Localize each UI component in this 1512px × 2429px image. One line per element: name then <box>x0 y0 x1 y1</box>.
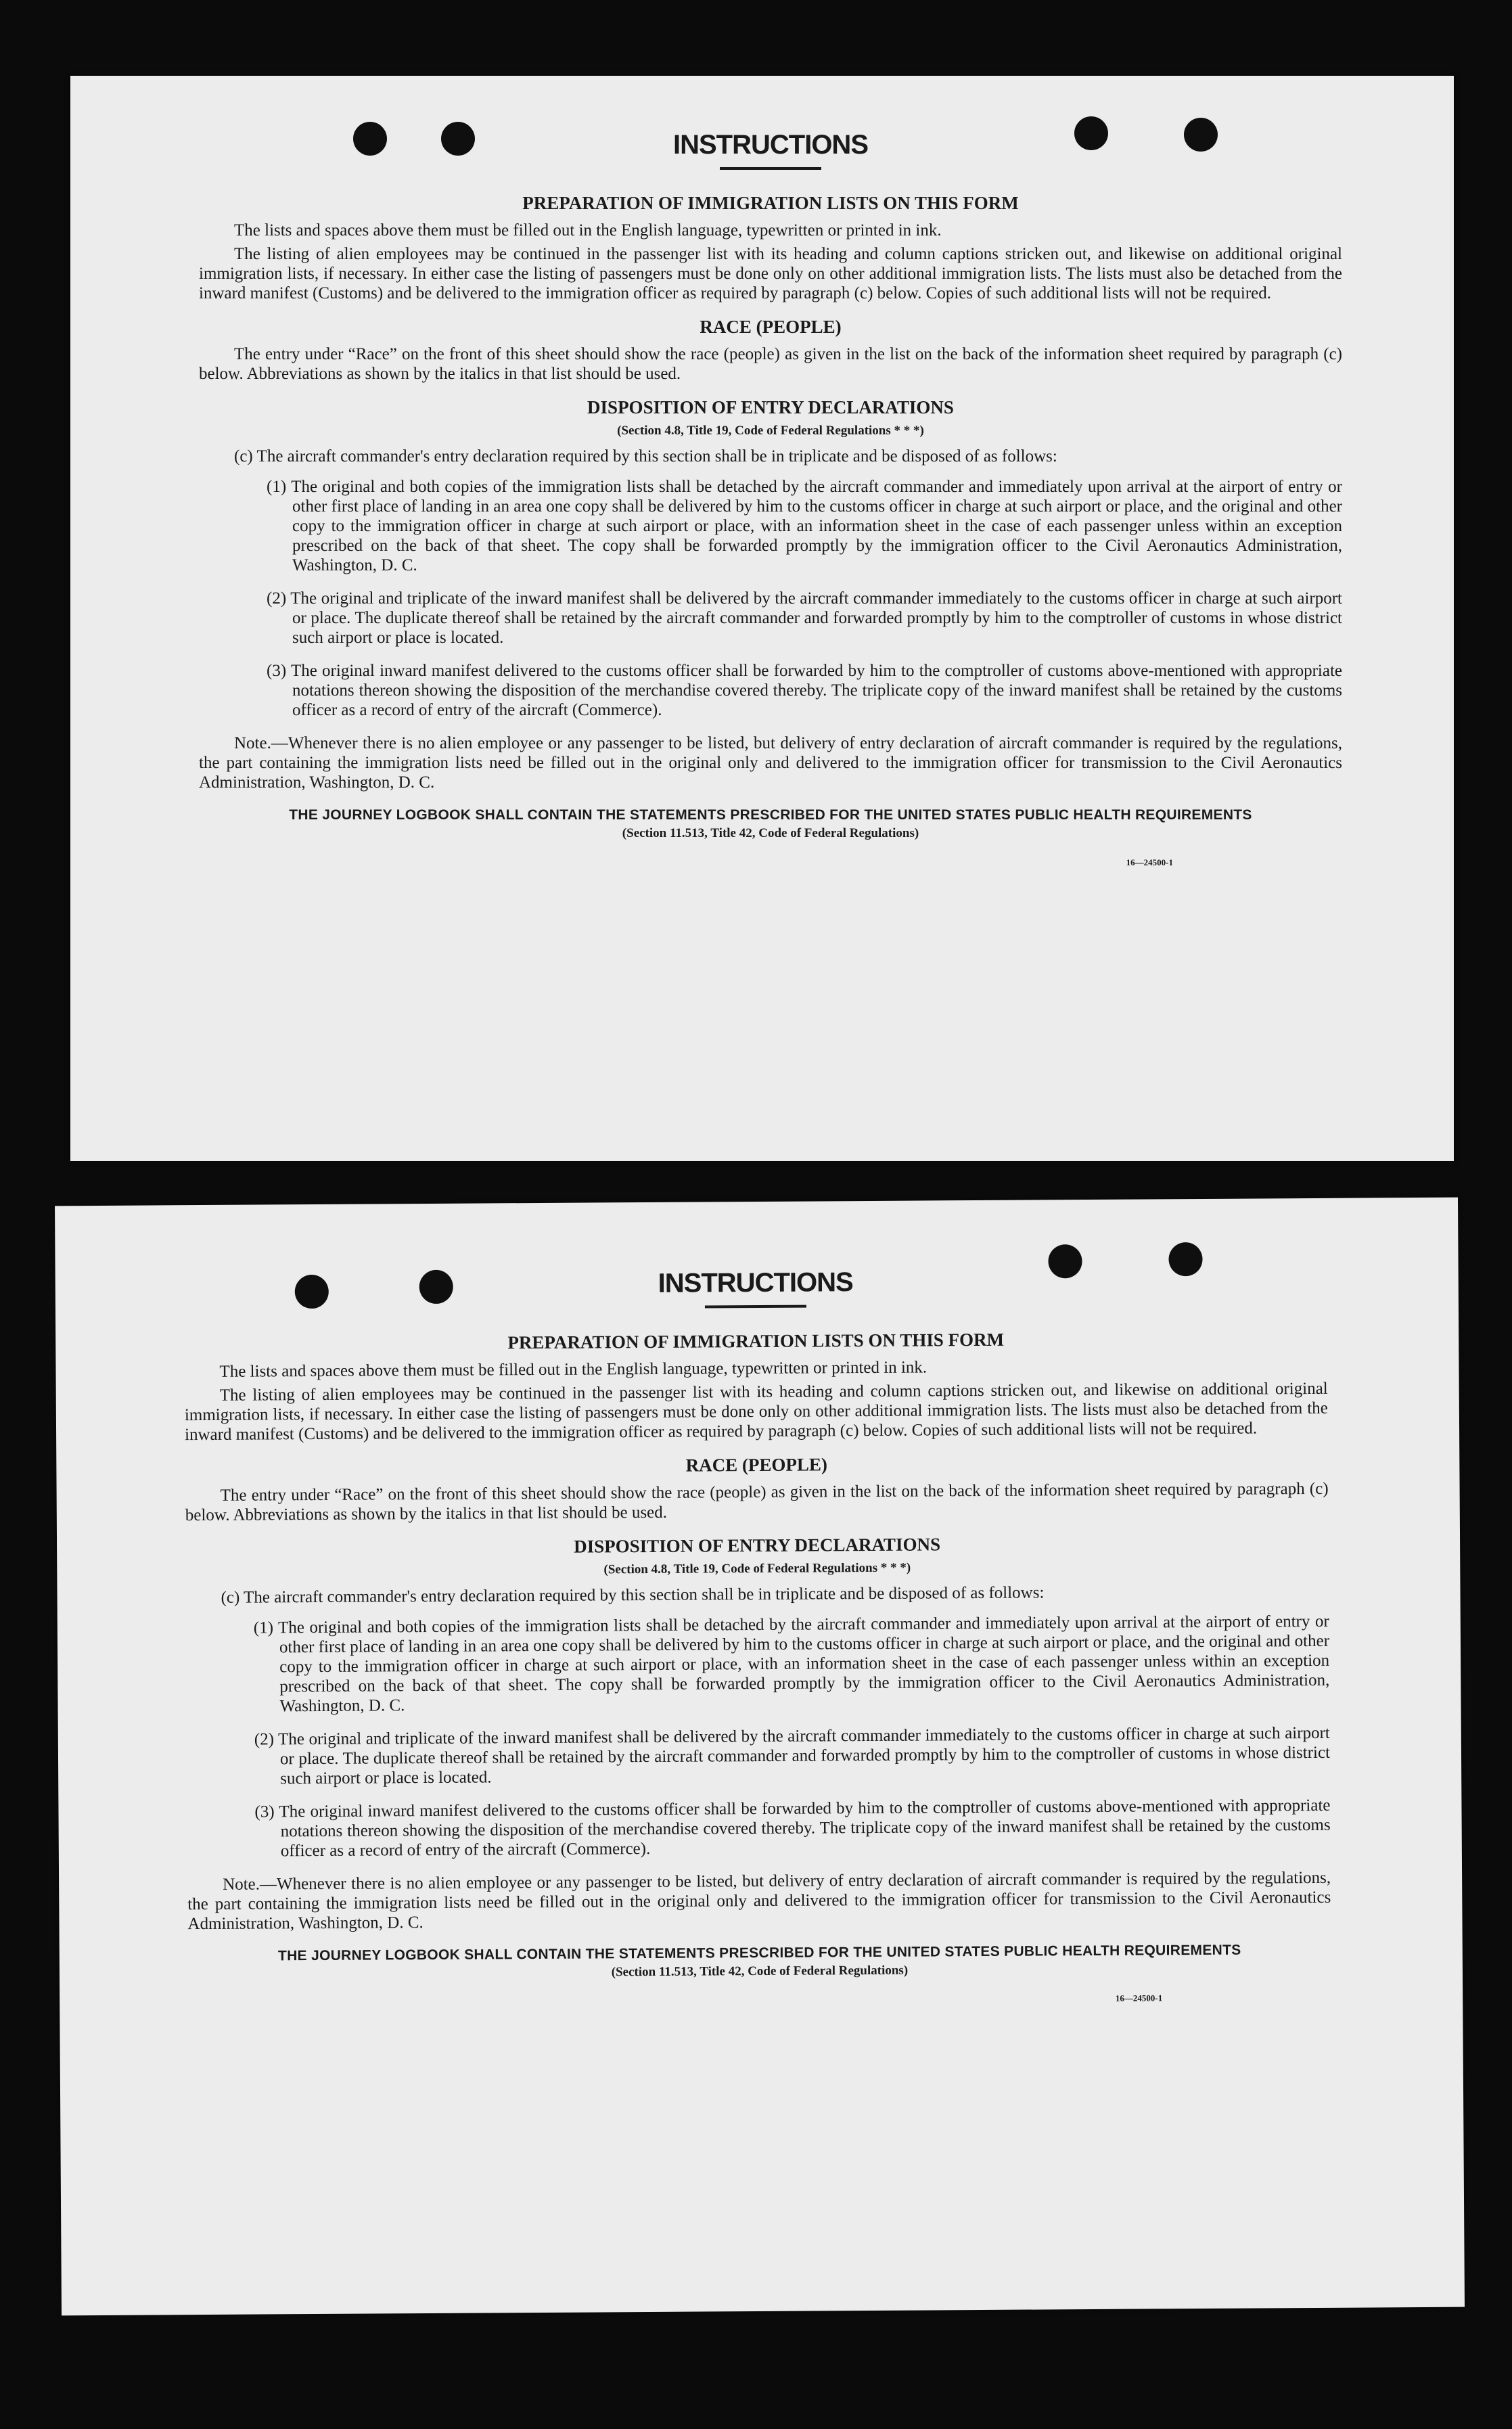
note-paragraph: Note.—Whenever there is no alien employee or any passenger to be listed, but delivery of entry declaration of aircraft commander is required by the regulations, the part containing the immigration lists need be filled out in the original only and delivered to the immigration officer for transmission to the Civil Aeronautics Administration, Washington, D. C. <box>199 734 1342 792</box>
sheet-content <box>199 130 1342 868</box>
form-number: 16—24500-1 <box>1115 1993 1163 2003</box>
disposition-item-2: (2) The original and triplicate of the inward manifest shall be delivered by the aircraft commander immediately to the customs officer in charge at such airport or place. The duplicate thereof shall be retained by the aircraft commander and forwarded promptly by him to the comptroller of customs in whose district such airport or place is located. <box>254 1723 1331 1788</box>
instruction-sheet-2 <box>55 1198 1465 2316</box>
form-number: 16—24500-1 <box>1126 857 1173 867</box>
disposition-paragraph: (c) The aircraft commander's entry declaration required by this section shall be in triplicate and be disposed of as follows: <box>234 447 1057 466</box>
race-heading: RACE (PEOPLE) <box>685 1454 828 1476</box>
race-heading: RACE (PEOPLE) <box>700 317 842 337</box>
note-paragraph: Note.—Whenever there is no alien employee or any passenger to be listed, but delivery of entry declaration of aircraft commander is required by the regulations, the part containing the immigration lists need be filled out in the original only and delivered to the immigration officer for transmission to the Civil Aeronautics Administration, Washington, D. C. <box>187 1868 1331 1934</box>
disposition-paragraph: (c) The aircraft commander's entry declaration required by this section shall be in triplicate and be disposed of as follows: <box>221 1583 1045 1607</box>
page-title: INSTRUCTIONS <box>673 130 868 160</box>
race-paragraph: The entry under “Race” on the front of this sheet should show the race (people) as given in the list on the back of the information sheet required by paragraph (c) below. Abbreviations as shown by the italics in that list should be used. <box>199 345 1342 383</box>
instruction-sheet-1 <box>70 76 1454 1161</box>
preparation-heading: PREPARATION OF IMMIGRATION LISTS ON THIS FORM <box>507 1329 1005 1353</box>
disposition-item-1: (1) The original and both copies of the immigration lists shall be detached by the aircraft commander and immediately upon arrival at the airport of entry or other first place of landing in an area one copy shall be delivered by him to the customs officer in charge at such airport or place, and the original and other copy to the immigration officer in charge at such airport or place, with an information sheet in the case of each passenger unless within an exception prescribed on the back of that sheet. The copy shall be forwarded promptly by the immigration officer to the Civil Aeronautics Administration, Washington, D. C. <box>267 478 1342 574</box>
journey-logbook-citation: (Section 11.513, Title 42, Code of Federal Regulations) <box>622 826 919 840</box>
disposition-item-3: (3) The original inward manifest delivered to the customs officer shall be forwarded by him to the comptroller of customs above-mentioned with appropriate notations thereon showing the disposition of the merchandise covered thereby. The triplicate copy of the inward manifest shall be retained by the customs officer as a record of entry of the aircraft (Commerce). <box>254 1796 1331 1861</box>
title-rule <box>705 1305 806 1309</box>
preparation-heading: PREPARATION OF IMMIGRATION LISTS ON THIS FORM <box>522 193 1019 213</box>
disposition-item-1: (1) The original and both copies of the immigration lists shall be detached by the aircraft commander and immediately upon arrival at the airport of entry or other first place of landing in an area one copy shall be delivered by him to the customs officer in charge at such airport or place, and the original and other copy to the immigration officer in charge at such airport or place, with an information sheet in the case of each passenger unless within an exception prescribed on the back of that sheet. The copy shall be forwarded promptly by the immigration officer to the Civil Aeronautics Administration, Washington, D. C. <box>253 1612 1330 1716</box>
disposition-citation: (Section 4.8, Title 19, Code of Federal Regulations * * *) <box>603 1560 911 1577</box>
title-rule <box>720 167 821 170</box>
page-title: INSTRUCTIONS <box>658 1267 853 1298</box>
preparation-paragraph: The lists and spaces above them must be filled out in the English language, typewritten or printed in ink. <box>234 221 942 240</box>
journey-logbook-citation: (Section 11.513, Title 42, Code of Federal Regulations) <box>611 1963 909 1980</box>
disposition-heading: DISPOSITION OF ENTRY DECLARATIONS <box>574 1534 941 1557</box>
preparation-paragraph: The lists and spaces above them must be filled out in the English language, typewritten or printed in ink. <box>219 1358 927 1381</box>
disposition-item-2: (2) The original and triplicate of the inward manifest shall be delivered by the aircraft commander immediately to the customs officer in charge at such airport or place. The duplicate thereof shall be retained by the aircraft commander and forwarded promptly by him to the comptroller of customs in whose district such airport or place is located. <box>267 589 1342 647</box>
disposition-citation: (Section 4.8, Title 19, Code of Federal Regulations * * *) <box>617 424 924 438</box>
race-paragraph: The entry under “Race” on the front of this sheet should show the race (people) as given in the list on the back of the information sheet required by paragraph (c) below. Abbreviations as shown by the italics in that list should be used. <box>185 1479 1329 1525</box>
journey-logbook-heading: THE JOURNEY LOGBOOK SHALL CONTAIN THE STATEMENTS PRESCRIBED FOR THE UNITED STATES PUBLIC HEALTH REQUIREMENTS <box>277 1942 1241 1964</box>
disposition-heading: DISPOSITION OF ENTRY DECLARATIONS <box>587 397 954 417</box>
preparation-paragraph: The listing of alien employees may be continued in the passenger list with its heading and column captions stricken out, and likewise on additional original immigration lists, if necessary. In either case the listing of passengers must be done only on other additional immigration lists. The lists must also be detached from the inward manifest (Customs) and be delivered to the immigration officer as required by paragraph (c) below. Copies of such additional lists will not be required. <box>199 245 1342 302</box>
sheet-content <box>184 1265 1332 2010</box>
disposition-item-3: (3) The original inward manifest delivered to the customs officer shall be forwarded by him to the comptroller of customs above-mentioned with appropriate notations thereon showing the disposition of the merchandise covered thereby. The triplicate copy of the inward manifest shall be retained by the customs officer as a record of entry of the aircraft (Commerce). <box>267 662 1342 719</box>
journey-logbook-heading: THE JOURNEY LOGBOOK SHALL CONTAIN THE STATEMENTS PRESCRIBED FOR THE UNITED STATES PUBLIC HEALTH REQUIREMENTS <box>289 807 1252 823</box>
preparation-paragraph: The listing of alien employees may be continued in the passenger list with its heading and column captions stricken out, and likewise on additional original immigration lists, if necessary. In either case the listing of passengers must be done only on other additional immigration lists. The lists must also be detached from the inward manifest (Customs) and be delivered to the immigration officer as required by paragraph (c) below. Copies of such additional lists will not be required. <box>184 1379 1328 1445</box>
